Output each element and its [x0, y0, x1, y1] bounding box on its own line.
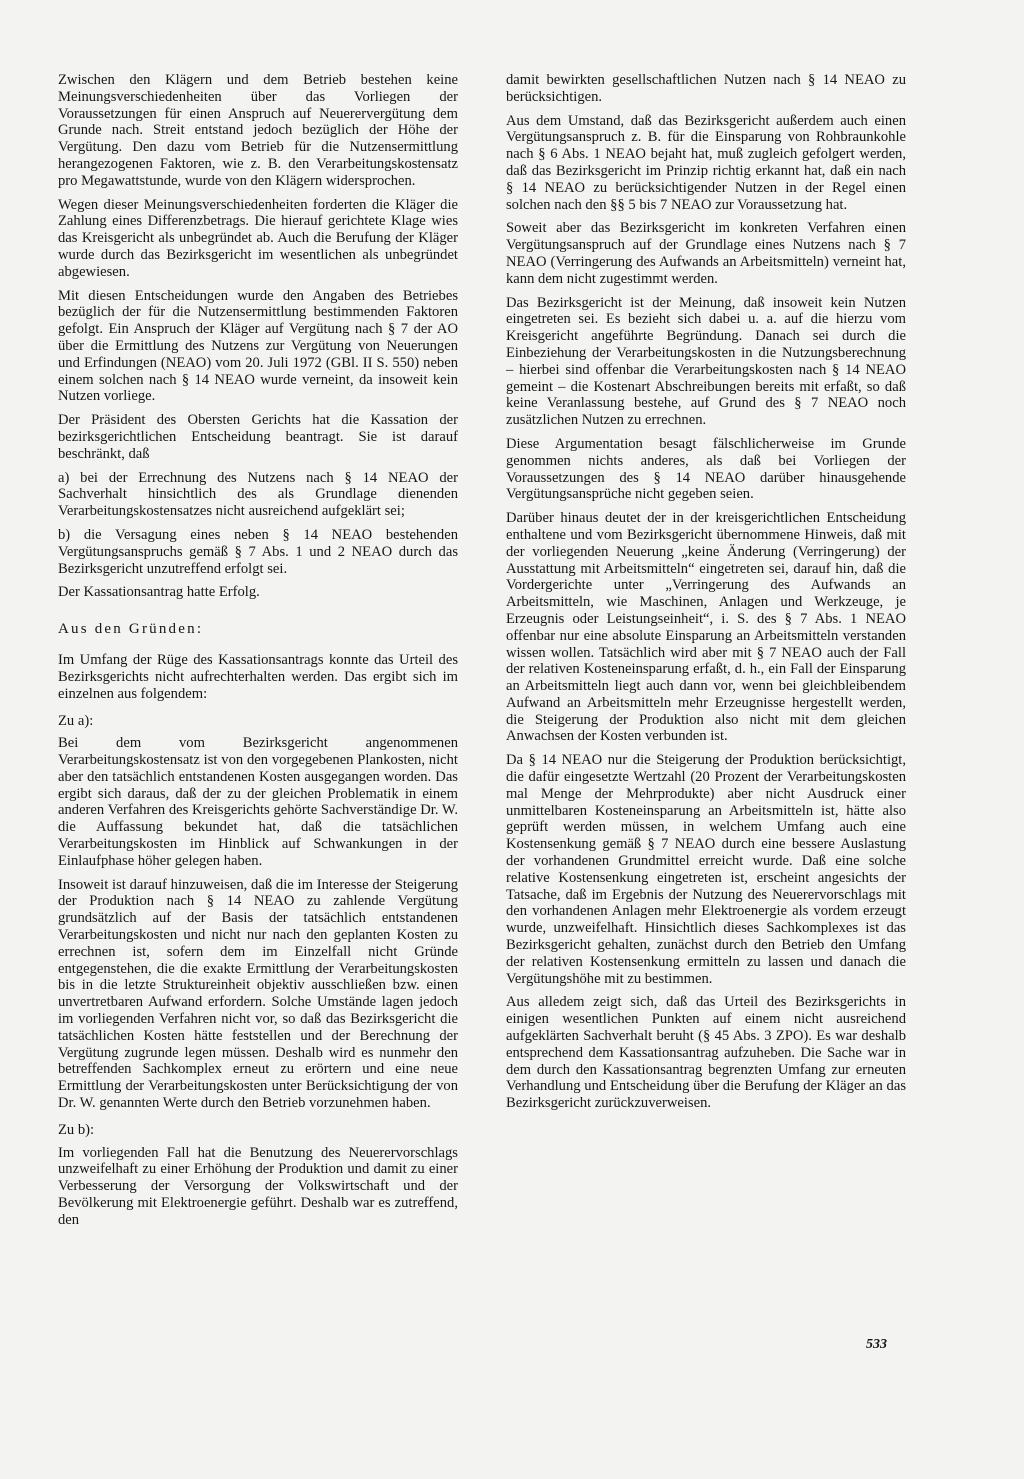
paragraph: Mit diesen Entscheidungen wurde den Angaben des Betriebes bezüglich der für die Nutzensermittlung bestimmenden Faktoren gefolgt. Ein Anspruch der Kläger auf Vergütung nach § 7 der AO über die Ermittlung des Nutzens zur Vergütung von Neuerungen und Erfindungen (NEAO) vom 20. Juli 1972 (GBl. II S. 550) neben einem solchen nach § 14 NEAO wurde verneint, da insoweit kein Nutzen vorliege. [58, 287, 458, 405]
paragraph: b) die Versagung eines neben § 14 NEAO bestehenden Vergütungsanspruchs gemäß § 7 Abs. 1 und 2 NEAO durch das Bezirksgericht unzutreffend erfolgt sei. [58, 526, 458, 577]
paragraph: Der Präsident des Obersten Gerichts hat die Kassation der bezirksgerichtlichen Entscheidung beantragt. Sie ist darauf beschränkt, daß [58, 412, 458, 462]
section-heading: Aus den Gründen: [58, 621, 204, 638]
paragraph: Zwischen den Klägern und dem Betrieb bestehen keine Meinungsverschiedenheiten über das Vorliegen der Voraussetzungen für einen Anspruch auf Neuerervergütung dem Grunde nach. Streit entstand jedoch bezüglich der Höhe der Vergütung. Den dazu vom Betrieb für die Nutzensermittlung herangezogenen Faktoren, wie z. B. den Verarbeitungskostensatz pro Megawattstunde, wurde von den Klägern widersprochen. [58, 72, 458, 189]
left-column [58, 72, 458, 1236]
paragraph: Wegen dieser Meinungsverschiedenheiten forderten die Kläger die Zahlung eines Differenzbetrags. Die hierauf gerichtete Klage wies das Kreisgericht als unbegründet ab. Auch die Berufung der Kläger wurde durch das Bezirksgericht im wesentlichen als unbegründet abgewiesen. [58, 196, 458, 280]
paragraph: Im Umfang der Rüge des Kassationsantrags konnte das Urteil des Bezirksgerichts nicht aufrechterhalten werden. Das ergibt sich im einzelnen aus folgendem: [58, 652, 458, 702]
paragraph: Aus alledem zeigt sich, daß das Urteil des Bezirksgerichts in einigen wesentlichen Punkten auf einem nicht ausreichend aufgeklärten Sachverhalt beruht (§ 45 Abs. 3 ZPO). Es war deshalb entsprechend dem Kassationsantrag aufzuheben. Die Sache war in dem durch den Kassationsantrag begrenzten Umfang zur erneuten Verhandlung und Entscheidung über die Berufung der Kläger an das Bezirksgericht zurückzuverweisen. [506, 994, 906, 1112]
paragraph: Bei dem vom Bezirksgericht angenommenen Verarbeitungskostensatz ist von den vorgegebenen Plankosten, nicht aber den tatsächlich entstandenen Kosten ausgegangen worden. Das ergibt sich daraus, daß der zu der gleichen Problematik in einem anderen Verfahren des Kreisgerichts gehörte Sachverständige Dr. W. die Auffassung bekundet hat, daß die tatsächlichen Verarbeitungskosten im Hinblick auf Schwankungen in der Einlaufphase höher gelegen haben. [58, 735, 458, 869]
subheading-b: Zu b): [58, 1121, 95, 1138]
paragraph: damit bewirkten gesellschaftlichen Nutzen nach § 14 NEAO zu berücksichtigen. [506, 72, 906, 105]
paragraph: Soweit aber das Bezirksgericht im konkreten Verfahren einen Vergütungsanspruch auf der Grundlage eines Nutzens nach § 7 NEAO (Verringerung des Aufwands an Arbeitsmitteln) verneint hat, kann dem nicht zugestimmt werden. [506, 220, 906, 287]
page-number: 533 [866, 1337, 887, 1352]
paragraph: Der Kassationsantrag hatte Erfolg. [58, 584, 260, 601]
paragraph: Im vorliegenden Fall hat die Benutzung des Neuerervorschlags unzweifelhaft zu einer Erhöhung der Produktion und damit zu einer Verbesserung der Versorgung der Volkswirtschaft und der Bevölkerung mit Elektroenergie geführt. Deshalb war es zutreffend, den [58, 1144, 458, 1228]
paragraph: Das Bezirksgericht ist der Meinung, daß insoweit kein Nutzen eingetreten sei. Es bezieht sich dabei u. a. auf die hierzu vom Kreisgericht angeführte Begründung. Danach sei durch die Einbeziehung der Verarbeitungskosten in die Nutzungsberechnung – hierbei sind offenbar die Verarbeitungskosten nach § 14 NEAO gemeint – die Kostenart Abschreibungen bereits mit erfaßt, so daß keine Veranlassung bestehe, auf Grund des § 7 NEAO noch zusätzlichen Nutzen zu errechnen. [506, 294, 906, 429]
paragraph: Aus dem Umstand, daß das Bezirksgericht außerdem auch einen Vergütungsanspruch z. B. für die Einsparung von Rohbraunkohle nach § 6 Abs. 1 NEAO bejaht hat, muß zugleich gefolgert werden, daß das Bezirksgericht im Prinzip richtig erkannt hat, daß ein nach § 14 NEAO zu berücksichtigender Nutzen in der Regel einen solchen nach den §§ 5 bis 7 NEAO zur Voraussetzung hat. [506, 112, 906, 213]
paragraph: a) bei der Errechnung des Nutzens nach § 14 NEAO der Sachverhalt hinsichtlich des als Grundlage dienenden Verarbeitungskostensatzes nicht ausreichend aufgeklärt sei; [58, 469, 458, 520]
paragraph: Darüber hinaus deutet der in der kreisgerichtlichen Entscheidung enthaltene und vom Bezirksgericht übernommene Hinweis, daß mit der vorliegenden Neuerung „keine Änderung (Verringerung) der Ausstattung mit Arbeitsmitteln“ eingetreten sei, darauf hin, daß die Vordergerichte unter „Verringerung des Aufwands an Arbeitsmitteln, wie Maschinen, Anlagen und Werkzeuge, je Erzeugnis oder Leistungseinheit“, i. S. des § 7 Abs. 1 NEAO offenbar nur eine absolute Einsparung an Arbeitsmitteln verstanden wissen wollen. Tatsächlich wird aber mit § 7 NEAO auch der Fall der relativen Kosteneinsparung erfaßt, d. h., ein Fall der Einsparung an Arbeitsmitteln liegt auch dann vor, wenn bei gleichbleibendem Aufwand an Arbeitsmitteln mehr Erzeugnisse hergestellt werden, die Steigerung der Produktion also nicht mit dem gleichen Anwachsen der Kosten verbunden ist. [506, 510, 906, 745]
paragraph: Diese Argumentation besagt fälschlicherweise im Grunde genommen nichts anderes, als daß bei Vorliegen der Voraussetzungen des § 14 NEAO darüber hinausgehende Vergütungsansprüche nicht gegeben seien. [506, 435, 906, 503]
subheading-a: Zu a): [58, 712, 94, 729]
paragraph: Da § 14 NEAO nur die Steigerung der Produktion berücksichtigt, die dafür eingesetzte Wertzahl (20 Prozent der Verarbeitungskosten mal Menge der Mehrprodukte) aber nicht Ausdruck einer unmittelbaren Kosteneinsparung an Arbeitsmitteln ist, hätte also geprüft werden müssen, in welchem Umfang auch eine Kostensenkung gemäß § 7 NEAO durch eine bessere Auslastung der vorhandenen Grundmittel erreicht wurde. Daß eine solche relative Kostensenkung eingetreten ist, erscheint angesichts der Tatsache, daß im Ergebnis der Nutzung des Neuerervorschlags mit den vorhandenen Anlagen mehr Elektroenergie als vordem erzeugt wurde, unzweifelhaft. Hinsichtlich dieses Sachkomplexes ist das Bezirksgericht gehalten, zunächst durch den Betrieb den Umfang der relativen Kostensenkung ermitteln zu lassen und danach die Vergütungshöhe mit zu bestimmen. [506, 752, 906, 987]
right-column [506, 72, 906, 1119]
paragraph: Insoweit ist darauf hinzuweisen, daß die im Interesse der Steigerung der Produktion nach § 14 NEAO zu zahlende Vergütung grundsätzlich auf der Basis der tatsächlich entstandenen Verarbeitungskosten und nicht nur nach den geplanten Kosten zu errechnen ist, sofern dem im Einzelfall nicht Gründe entgegenstehen, die die exakte Ermittlung der Verarbeitungskosten bis in die letzte Struktureinheit objektiv ausschließen bzw. einen unvertretbaren Aufwand erfordern. Solche Umstände lagen jedoch im vorliegenden Verfahren nicht vor, so daß das Bezirksgericht die tatsächlichen Kosten hätte feststellen und der Berechnung der Vergütung zugrunde legen müssen. Deshalb wird es nunmehr den betreffenden Sachkomplex erneut zu erörtern und eine neue Ermittlung der Verarbeitungskosten unter Berücksichtigung der von Dr. W. genannten Werte durch den Betrieb vorzunehmen haben. [58, 876, 458, 1112]
